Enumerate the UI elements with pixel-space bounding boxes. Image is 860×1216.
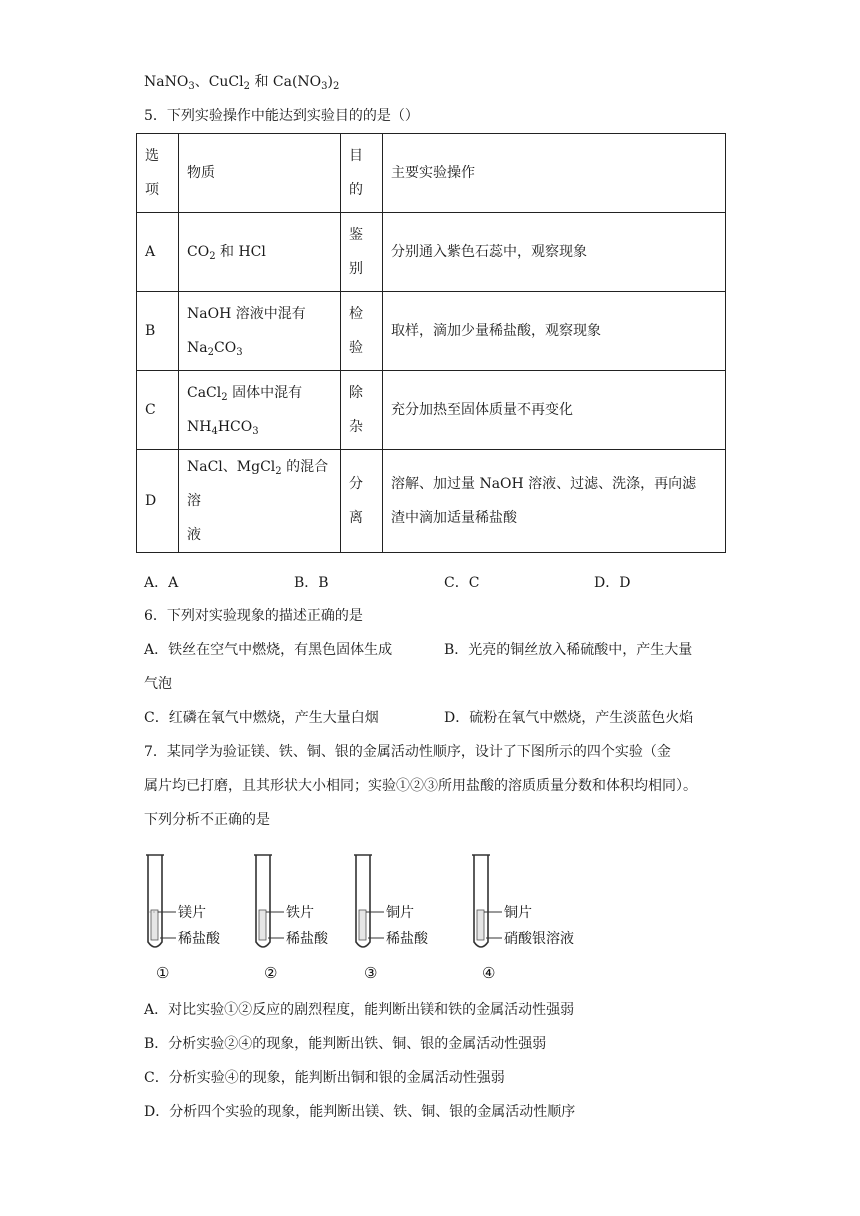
row-operation: 充分加热至固体质量不再变化 [383,371,726,450]
table-row [137,371,726,450]
q6-stem: 6．下列对实验现象的描述正确的是 [144,608,363,624]
carryover-answer-line: NaNO$_3$、CuCl$_2$ 和 $Ca(NO_3)_2$ [144,74,340,92]
row-substance: $CO_2$ 和 HCl [179,213,341,292]
q6-option-b-continued: 气泡 [144,676,172,692]
test-tube-1 [146,855,221,982]
q7-stem-line3: 下列分析不正确的是 [144,812,270,828]
header-purpose: 目的 [341,134,383,213]
tube-4-liquid-label: 硝酸银溶液 [504,930,574,946]
row-operation: 分别通入紫色石蕊中，观察现象 [383,213,726,292]
table-row [137,292,726,371]
q6-option-d[interactable]: D．硫粉在氧气中燃烧，产生淡蓝色火焰 [444,710,694,726]
tube-4-number: ④ [482,965,496,982]
row-option: B [137,292,179,371]
test-tube-4 [472,855,574,982]
test-tube-3 [354,855,429,982]
header-substance: 物质 [179,134,341,213]
q5-stem: 5．下列实验操作中能达到实验目的的是（） [144,108,419,124]
table-row [137,213,726,292]
q6-option-a[interactable]: A．铁丝在空气中燃烧，有黑色固体生成 [144,642,393,658]
row-operation: 溶解、加过量 NaOH 溶液、过滤、洗涤，再向滤 渣中滴加适量稀盐酸 [383,450,726,553]
q7-stem-line2: 属片均已打磨，且其形状大小相同；实验①②③所用盐酸的溶质质量分数和体积均相同）。 [144,778,697,794]
test-tubes-figure [140,850,600,990]
q5-option-d[interactable]: D．D [594,575,631,591]
row-substance: NaOH 溶液中混有 $Na_2CO_3$ [179,292,341,371]
row-operation: 取样，滴加少量稀盐酸，观察现象 [383,292,726,371]
row-option: C [137,371,179,450]
q6-option-c[interactable]: C．红磷在氧气中燃烧，产生大量白烟 [144,710,379,726]
q5-option-b[interactable]: B．B [294,575,329,591]
tube-1-number: ① [156,965,170,982]
q5-table [136,133,726,553]
tube-2-liquid-label: 稀盐酸 [286,930,328,946]
q7-stem-line1: 7．某同学为验证镁、铁、铜、银的金属活动性顺序，设计了下图所示的四个实验（金 [144,744,671,760]
row-option: A [137,213,179,292]
q5-options [144,572,744,592]
q7-option-b[interactable]: B．分析实验②④的现象，能判断出铁、铜、银的金属活动性强弱 [144,1036,547,1052]
tube-2-metal-label: 铁片 [286,904,314,920]
test-tube-2 [254,855,329,982]
row-purpose: 鉴别 [341,213,383,292]
table-header-row [137,134,726,213]
tube-3-metal-label: 铜片 [386,904,414,920]
tube-1-liquid-label: 稀盐酸 [178,930,220,946]
row-purpose: 除杂 [341,371,383,450]
q7-option-c[interactable]: C．分析实验④的现象，能判断出铜和银的金属活动性强弱 [144,1070,505,1086]
q5-option-a[interactable]: A．A [144,575,179,591]
tube-2-number: ② [264,965,278,982]
row-substance: NaCl、MgCl$_2$ 的混合溶 液 [179,450,341,553]
row-substance: CaCl$_2$ 固体中混有 $NH_4HCO_3$ [179,371,341,450]
table-row [137,450,726,553]
header-option: 选项 [137,134,179,213]
tube-4-metal-label: 铜片 [504,904,532,920]
row-purpose: 检验 [341,292,383,371]
q7-option-a[interactable]: A．对比实验①②反应的剧烈程度，能判断出镁和铁的金属活动性强弱 [144,1002,575,1018]
q5-option-c[interactable]: C．C [444,575,480,591]
row-option: D [137,450,179,553]
tube-1-metal-label: 镁片 [178,904,206,920]
q6-option-b[interactable]: B．光亮的铜丝放入稀硫酸中，产生大量 [444,642,693,658]
row-purpose: 分离 [341,450,383,553]
header-operation: 主要实验操作 [383,134,726,213]
tube-3-liquid-label: 稀盐酸 [386,930,428,946]
q7-option-d[interactable]: D．分析四个实验的现象，能判断出镁、铁、铜、银的金属活动性顺序 [144,1104,576,1120]
tube-3-number: ③ [364,965,378,982]
